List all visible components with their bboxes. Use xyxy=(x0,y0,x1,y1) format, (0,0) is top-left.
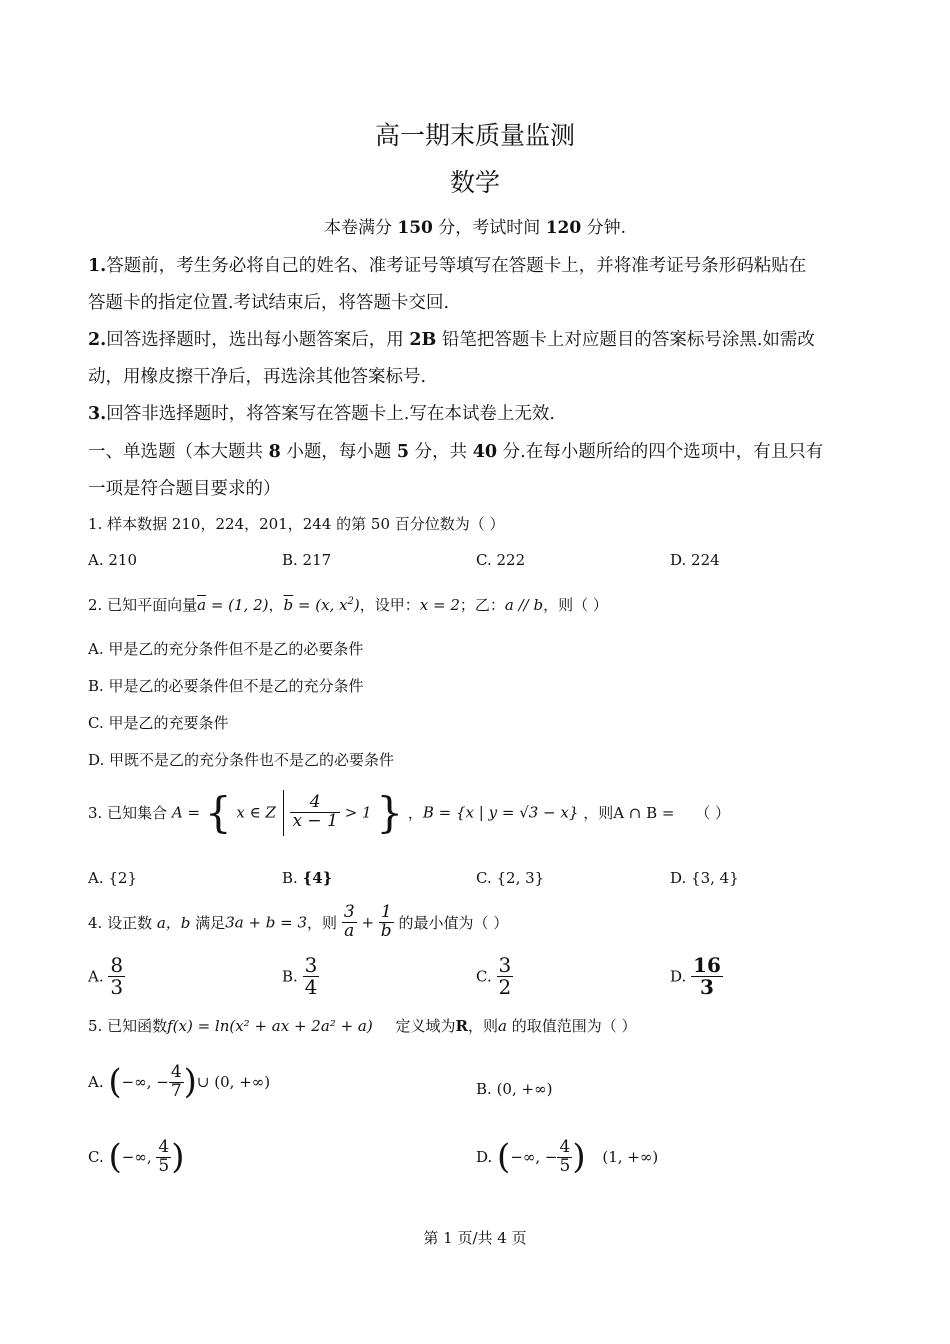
page-footer: 第 1 页/共 4 页 xyxy=(423,1229,527,1247)
section-1-heading: 一、单选题（本大题共 8 小题，每小题 5 分，共 40 分.在每小题所给的四个选项中，有且只有 xyxy=(88,442,824,462)
page-title: 高一期末质量监测 xyxy=(374,121,575,150)
exam-info: 本卷满分 150 分，考试时间 120 分钟. xyxy=(323,218,627,238)
frac-3-over-2: $\frac{3}{2}$ xyxy=(498,953,512,999)
frac-4-over-x-minus-1: $\frac{4}{x - 1}$ xyxy=(292,792,338,831)
section-1-heading-line-2: 一项是符合题目要求的） xyxy=(88,479,281,499)
frac-4-over-7: $\frac{4}{7}$ xyxy=(170,1061,182,1101)
question-2-option-c: C. 甲是乙的充要条件 xyxy=(88,714,229,732)
question-2-option-b: B. 甲是乙的必要条件但不是乙的充分条件 xyxy=(88,677,364,695)
question-5-option-b: B. (0, +∞) xyxy=(476,1080,553,1098)
instruction-2-line-1: 2.回答选择题时，选出每小题答案后，用 2B 铅笔把答题卡上对应题目的答案标号涂黑.如需改 xyxy=(88,330,815,350)
left-brace: { xyxy=(204,788,232,837)
question-5-option-a: A. (−∞, − $\frac{4}{7}$ )∪ (0, +∞) xyxy=(88,1061,271,1102)
frac-3-over-a: $\frac{3}{a}$ xyxy=(343,902,355,941)
right-brace: } xyxy=(376,788,404,837)
frac-3-over-4: $\frac{3}{4}$ xyxy=(304,953,318,999)
question-3-option-d: D. {3, 4} xyxy=(670,869,739,887)
question-3-option-b: B. {4} xyxy=(282,869,333,887)
question-4-stem: 4. 设正数 a，b 满足3a + b = 3，则 $\frac{3}{a}$ + $\frac{1}{b}$ 的最小值为（ ） xyxy=(88,902,509,941)
instruction-2-line-2: 动，用橡皮擦干净后，再选涂其他答案标号. xyxy=(88,367,427,387)
instruction-3: 3.回答非选择题时，将答案写在答题卡上.写在本试卷上无效. xyxy=(88,404,555,424)
question-1-option-b: B. 217 xyxy=(282,551,332,569)
frac-8-over-3: $\frac{8}{3}$ xyxy=(110,953,124,999)
question-2-stem: 2. 已知平面向量$\overline{a} = (1$, 2)，$\overline{b} = (x$, $x^2$)，设甲：x = 2；乙：a // b，则（ ） xyxy=(88,596,608,614)
question-4-option-d: D. $\frac{16}{3}$ xyxy=(670,953,721,999)
question-4-option-c: C. $\frac{3}{2}$ xyxy=(476,953,512,999)
instruction-1-line-2: 答题卡的指定位置.考试结束后，将答题卡交回. xyxy=(88,293,450,313)
question-2-option-d: D. 甲既不是乙的充分条件也不是乙的必要条件 xyxy=(88,751,395,769)
question-1-option-c: C. 222 xyxy=(476,551,526,569)
question-4-option-b: B. $\frac{3}{4}$ xyxy=(282,953,318,999)
question-3-option-c: C. {2, 3} xyxy=(476,869,545,887)
question-5-stem: 5. 已知函数f(x) = ln(x² + ax + 2a² + a) 定义域为R，则a 的取值范围为（ ） xyxy=(88,1017,637,1035)
question-5-option-d: D. (−∞, − $\frac{4}{5}$ ) (1, +∞) xyxy=(476,1136,659,1177)
question-1-option-a: A. 210 xyxy=(88,551,137,569)
set-divider xyxy=(283,790,284,836)
subject-title: 数学 xyxy=(449,168,500,197)
question-2-option-a: A. 甲是乙的充分条件但不是乙的必要条件 xyxy=(88,640,364,658)
instruction-1-line-1: 1.答题前，考生务必将自己的姓名、准考证号等填写在答题卡上，并将准考证号条形码粘贴在 xyxy=(88,256,807,276)
frac-4-over-5: $\frac{4}{5}$ xyxy=(158,1136,170,1176)
frac-neg-4-over-5: $\frac{4}{5}$ xyxy=(559,1136,571,1176)
frac-16-over-3: $\frac{16}{3}$ xyxy=(693,953,721,999)
question-3-option-a: A. {2} xyxy=(88,869,138,887)
frac-1-over-b: $\frac{1}{b}$ xyxy=(380,902,392,941)
question-1-option-d: D. 224 xyxy=(670,551,720,569)
question-1-stem: 1. 样本数据 210，224，201，244 的第 50 百分位数为（ ） xyxy=(88,515,505,533)
question-4-option-a: A. $\frac{8}{3}$ xyxy=(88,953,124,999)
question-5-option-c: C. (−∞, $\frac{4}{5}$ ) xyxy=(88,1136,185,1177)
question-3-stem: 3. 已知集合 A = { x ∈ Z $\frac{4}{x - 1}$ > 1 } ，B = {x | y = √3 − x} ，则A ∩ B = （ ） xyxy=(88,788,731,837)
